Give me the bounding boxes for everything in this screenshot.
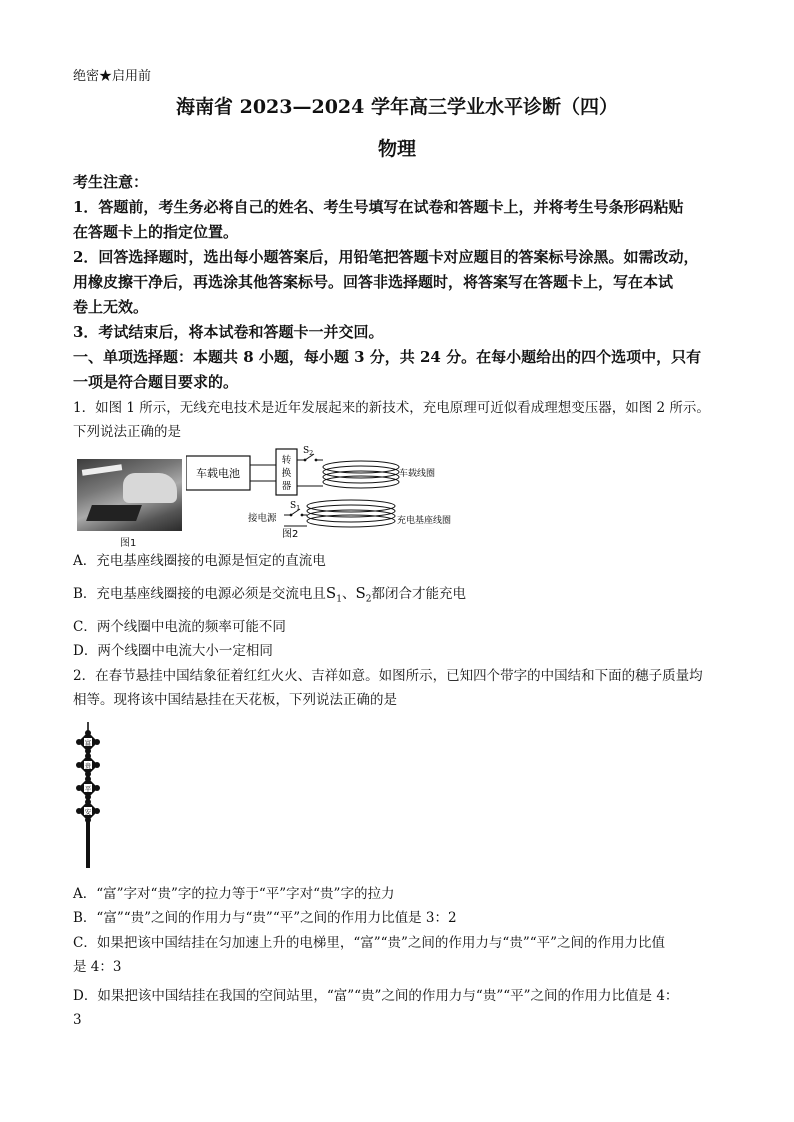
notice-item2-line1: 2．回答选择题时，选出每小题答案后，用铅笔把答题卡对应题目的答案标号涂黑。如需改动， [73, 248, 699, 266]
converter-char-1: 转 [281, 455, 292, 466]
q1-option-b-tail: 都闭合才能充电 [371, 586, 466, 602]
wireless-charging-circuit-diagram [186, 446, 486, 538]
fig2-label: 图2 [282, 529, 299, 538]
knot-fu [76, 730, 100, 754]
converter-char-2: 换 [281, 468, 292, 479]
converter-char-3: 器 [281, 481, 292, 492]
section1-line1: 一、单项选择题：本题共 8 小题，每小题 3 分，共 24 分。在每小题给出的四个选项中，只有 [73, 348, 702, 366]
q2-option-c-line1: C．如果把该中国结挂在匀加速上升的电梯里，“富”“贵”之间的作用力与“贵”“平”之间的作用力比值 [73, 935, 666, 951]
exam-title: 海南省 2023—2024 学年高三学业水平诊断（四） [176, 96, 618, 118]
q1-option-b-text: B．充电基座线圈接的电源必须是交流电且 [73, 586, 326, 602]
notice-item2-line3: 卷上无效。 [73, 298, 149, 316]
fig1-label: 图1 [120, 538, 137, 549]
q1-stem-line1: 1．如图 1 所示，无线充电技术是近年发展起来的新技术，充电原理可近似看成理想变压器，如图 2 所示。 [73, 400, 710, 416]
q2-stem-line2: 相等。现将该中国结悬挂在天花板，下列说法正确的是 [73, 692, 397, 708]
section1-line2: 一项是符合题目要求的。 [73, 373, 239, 391]
knot-char-fu: 富 [84, 739, 92, 747]
base-coil-label: 充电基座线圈 [397, 516, 452, 526]
car-shape [123, 473, 177, 503]
secret-label: 绝密★启用前 [73, 69, 152, 84]
q1-option-b-s1-sub: 1 [336, 594, 342, 605]
wireless-charging-photo [77, 459, 182, 531]
q2-option-c-line2: 是 4：3 [73, 959, 122, 975]
notice-item1-line2: 在答题卡上的指定位置。 [73, 223, 239, 241]
battery-label: 车载电池 [196, 467, 240, 480]
knot-char-ping: 平 [84, 785, 92, 793]
knot-ping [76, 776, 100, 800]
q1-option-b-s2: S [355, 584, 366, 602]
q1-option-b-sep: 、 [341, 586, 356, 602]
q2-option-a: A．“富”字对“贵”字的拉力等于“平”字对“贵”字的拉力 [73, 886, 395, 902]
switch-s2-label: $S_2$ [303, 446, 314, 457]
q2-stem-line1: 2．在春节悬挂中国结象征着红红火火、吉祥如意。如图所示，已知四个带字的中国结和下面的穗子质量均 [73, 668, 703, 684]
road-stripe [82, 464, 122, 476]
knot-an [76, 799, 100, 823]
notice-heading: 考生注意： [73, 173, 149, 191]
switch-s1-label: $S_1$ [290, 501, 301, 512]
notice-item2-line2: 用橡皮擦干净后，再选涂其他答案标号。回答非选择题时，将答案写在答题卡上，写在本试 [73, 273, 674, 291]
q1-option-b-s2-sub: 2 [365, 594, 372, 605]
car-coil-label: 车载线圈 [399, 469, 436, 479]
q1-option-b [73, 581, 733, 612]
q1-option-d: D．两个线圈中电流大小一定相同 [73, 643, 273, 659]
q1-option-a: A．充电基座线圈接的电源是恒定的直流电 [73, 553, 326, 569]
power-label: 接电源 [248, 513, 277, 524]
notice-item1-line1: 1．答题前，考生务必将自己的姓名、考生号填写在试卷和答题卡上，并将考生号条形码粘贴 [73, 198, 684, 216]
knot-tassel [86, 822, 90, 868]
charging-pad-shape [86, 505, 142, 521]
q2-option-d-line2: 3 [73, 1012, 82, 1028]
base-coil [307, 500, 395, 527]
subject-title: 物理 [377, 138, 416, 160]
q2-option-d-line1: D．如果把该中国结挂在我国的空间站里，“富”“贵”之间的作用力与“贵”“平”之间的作用力比值是 4： [73, 988, 679, 1004]
chinese-knot-figure [70, 722, 106, 872]
q2-option-b: B．“富”“贵”之间的作用力与“贵”“平”之间的作用力比值是 3：2 [73, 910, 457, 926]
switch-s1-contact [301, 514, 304, 517]
switch-s2-contact [315, 459, 318, 462]
knot-char-an: 安 [84, 808, 92, 816]
knot-char-gui: 贵 [84, 762, 92, 770]
car-coil [323, 461, 399, 488]
q1-option-c: C．两个线圈中电流的频率可能不同 [73, 619, 286, 635]
q1-option-b-s1: S [325, 584, 337, 602]
notice-item3: 3．考试结束后，将本试卷和答题卡一并交回。 [73, 323, 384, 341]
q1-stem-line2: 下列说法正确的是 [73, 424, 181, 440]
knot-gui [76, 753, 100, 777]
